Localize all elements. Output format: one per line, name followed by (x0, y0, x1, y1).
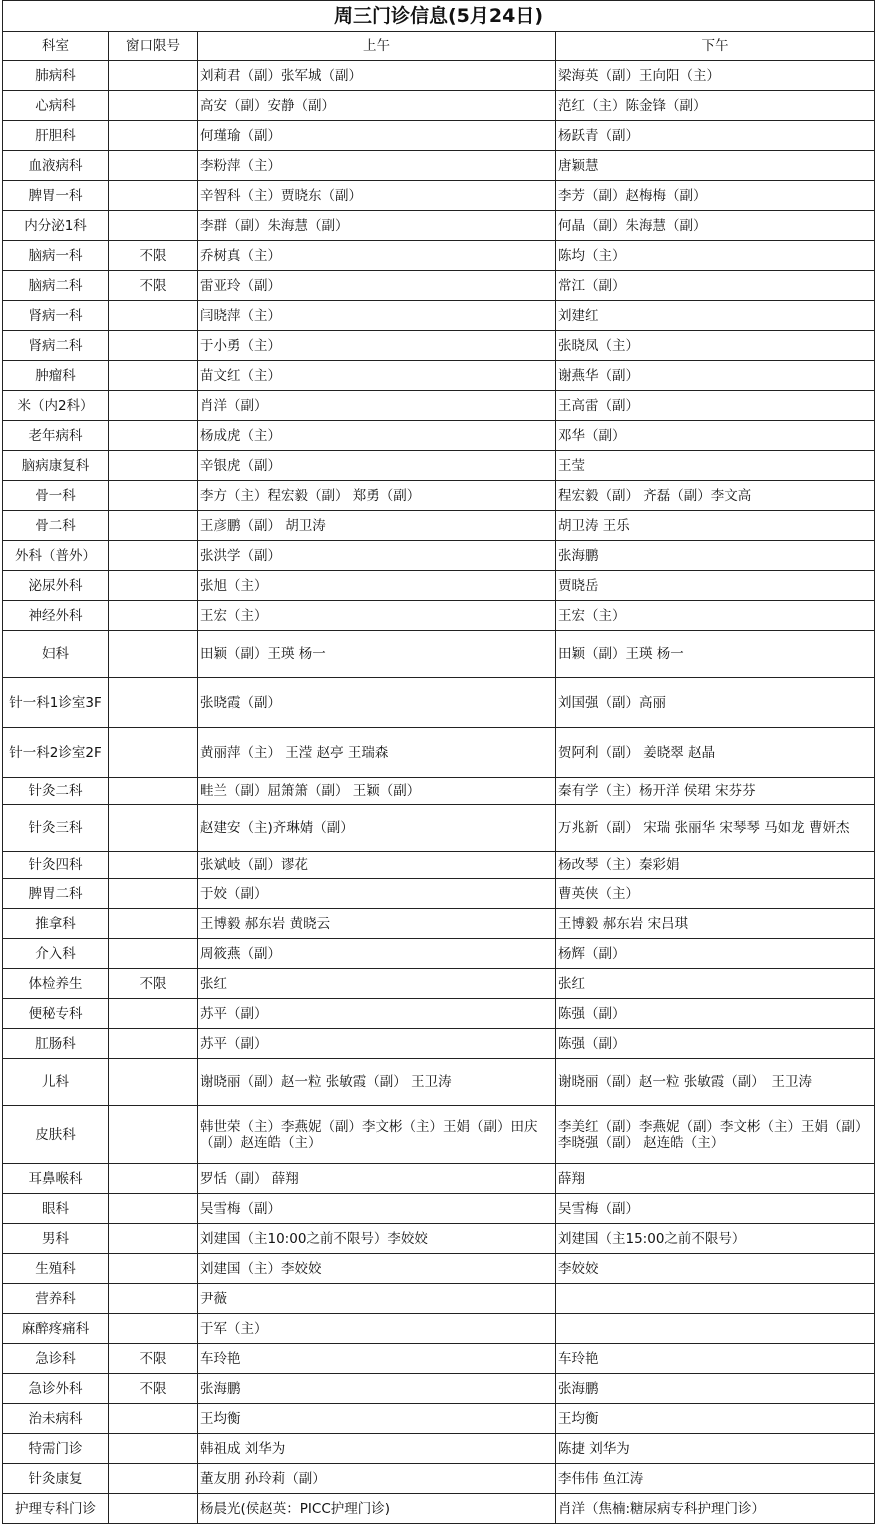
pm-cell: 李姣姣 (556, 1254, 875, 1284)
limit-cell (109, 852, 198, 879)
pm-cell: 王均衡 (556, 1404, 875, 1434)
header-limit: 窗口限号 (109, 32, 198, 61)
dept-cell: 推拿科 (3, 909, 109, 939)
am-cell: 于姣（副） (198, 879, 556, 909)
limit-cell (109, 728, 198, 778)
dept-cell: 血液病科 (3, 151, 109, 181)
am-cell: 王彦鹏（副） 胡卫涛 (198, 511, 556, 541)
am-cell: 苏平（副） (198, 999, 556, 1029)
header-pm: 下午 (556, 32, 875, 61)
am-cell: 何瑾瑜（副） (198, 121, 556, 151)
limit-cell (109, 1164, 198, 1194)
am-cell: 谢晓丽（副）赵一粒 张敏霞（副） 王卫涛 (198, 1059, 556, 1106)
table-row (3, 151, 875, 181)
pm-cell: 李芳（副）赵梅梅（副） (556, 181, 875, 211)
table-row (3, 421, 875, 451)
pm-cell (556, 1284, 875, 1314)
am-cell: 田颖（副）王瑛 杨一 (198, 631, 556, 678)
table-row (3, 1494, 875, 1524)
am-cell: 辛银虎（副） (198, 451, 556, 481)
am-cell: 于军（主） (198, 1314, 556, 1344)
table-row (3, 361, 875, 391)
limit-cell (109, 631, 198, 678)
limit-cell (109, 571, 198, 601)
table-row (3, 1284, 875, 1314)
table-row (3, 728, 875, 778)
table-row (3, 1194, 875, 1224)
table-row (3, 999, 875, 1029)
table-row (3, 541, 875, 571)
pm-cell: 张海鹏 (556, 1374, 875, 1404)
dept-cell: 治未病科 (3, 1404, 109, 1434)
dept-cell: 肛肠科 (3, 1029, 109, 1059)
am-cell: 张洪学（副） (198, 541, 556, 571)
header-am: 上午 (198, 32, 556, 61)
dept-cell: 肝胆科 (3, 121, 109, 151)
pm-cell: 陈强（副） (556, 1029, 875, 1059)
table-row (3, 511, 875, 541)
dept-cell: 体检养生 (3, 969, 109, 999)
table-row (3, 601, 875, 631)
table-row (3, 879, 875, 909)
am-cell: 黄丽萍（主） 王滢 赵亭 王瑞森 (198, 728, 556, 778)
am-cell: 张旭（主） (198, 571, 556, 601)
am-cell: 张晓霞（副） (198, 678, 556, 728)
table-row (3, 571, 875, 601)
limit-cell (109, 805, 198, 852)
table-row (3, 271, 875, 301)
am-cell: 乔树真（主） (198, 241, 556, 271)
pm-cell: 曹英侠（主） (556, 879, 875, 909)
pm-cell: 吴雪梅（副） (556, 1194, 875, 1224)
limit-cell (109, 1494, 198, 1524)
am-cell: 王均衡 (198, 1404, 556, 1434)
pm-cell: 万兆新（副） 宋瑞 张丽华 宋琴琴 马如龙 曹妍杰 (556, 805, 875, 852)
pm-cell: 田颖（副）王瑛 杨一 (556, 631, 875, 678)
dept-cell: 骨二科 (3, 511, 109, 541)
table-row (3, 181, 875, 211)
dept-cell: 神经外科 (3, 601, 109, 631)
pm-cell: 杨改琴（主）秦彩娟 (556, 852, 875, 879)
pm-cell: 张晓凤（主） (556, 331, 875, 361)
pm-cell: 肖洋（焦楠:糖尿病专科护理门诊） (556, 1494, 875, 1524)
pm-cell: 何晶（副）朱海慧（副） (556, 211, 875, 241)
dept-cell: 麻醉疼痛科 (3, 1314, 109, 1344)
am-cell: 高安（副）安静（副） (198, 91, 556, 121)
limit-cell (109, 1404, 198, 1434)
table-row (3, 211, 875, 241)
limit-cell (109, 391, 198, 421)
limit-cell (109, 151, 198, 181)
am-cell: 韩世荣（主）李燕妮（副）李文彬（主）王娟（副）田庆（副）赵连皓（主） (198, 1106, 556, 1164)
table-row (3, 301, 875, 331)
dept-cell: 男科 (3, 1224, 109, 1254)
limit-cell (109, 909, 198, 939)
limit-cell: 不限 (109, 241, 198, 271)
dept-cell: 急诊科 (3, 1344, 109, 1374)
am-cell: 辛智科（主）贾晓东（副） (198, 181, 556, 211)
pm-cell: 张海鹏 (556, 541, 875, 571)
limit-cell (109, 451, 198, 481)
pm-cell: 程宏毅（副） 齐磊（副）李文高 (556, 481, 875, 511)
table-row (3, 481, 875, 511)
limit-cell (109, 1224, 198, 1254)
pm-cell: 刘建国（主15:00之前不限号） (556, 1224, 875, 1254)
table-row (3, 1374, 875, 1404)
table-row (3, 91, 875, 121)
table-row (3, 1059, 875, 1106)
limit-cell: 不限 (109, 1344, 198, 1374)
limit-cell (109, 1194, 198, 1224)
am-cell: 罗恬（副） 薛翔 (198, 1164, 556, 1194)
table-row (3, 969, 875, 999)
dept-cell: 便秘专科 (3, 999, 109, 1029)
dept-cell: 营养科 (3, 1284, 109, 1314)
limit-cell (109, 181, 198, 211)
pm-cell: 李美红（副）李燕妮（副）李文彬（主）王娟（副）李晓强（副） 赵连皓（主） (556, 1106, 875, 1164)
dept-cell: 泌尿外科 (3, 571, 109, 601)
limit-cell (109, 481, 198, 511)
limit-cell: 不限 (109, 271, 198, 301)
dept-cell: 外科（普外） (3, 541, 109, 571)
pm-cell: 陈捷 刘华为 (556, 1434, 875, 1464)
limit-cell (109, 678, 198, 728)
dept-cell: 脑病二科 (3, 271, 109, 301)
table-row (3, 1224, 875, 1254)
table-row (3, 852, 875, 879)
dept-cell: 介入科 (3, 939, 109, 969)
header-dept: 科室 (3, 32, 109, 61)
am-cell: 刘建国（主）李姣姣 (198, 1254, 556, 1284)
pm-cell: 张红 (556, 969, 875, 999)
table-row (3, 61, 875, 91)
table-row (3, 678, 875, 728)
header-row (3, 32, 875, 61)
dept-cell: 针一科1诊室3F (3, 678, 109, 728)
dept-cell: 米（内2科） (3, 391, 109, 421)
dept-cell: 妇科 (3, 631, 109, 678)
limit-cell (109, 1314, 198, 1344)
am-cell: 闫晓萍（主） (198, 301, 556, 331)
table-row (3, 939, 875, 969)
limit-cell (109, 121, 198, 151)
table-row (3, 331, 875, 361)
am-cell: 李群（副）朱海慧（副） (198, 211, 556, 241)
dept-cell: 护理专科门诊 (3, 1494, 109, 1524)
dept-cell: 针灸康复 (3, 1464, 109, 1494)
am-cell: 张斌岐（副）谬花 (198, 852, 556, 879)
pm-cell: 贺阿利（副） 姜晓翠 赵晶 (556, 728, 875, 778)
dept-cell: 急诊外科 (3, 1374, 109, 1404)
dept-cell: 肾病二科 (3, 331, 109, 361)
limit-cell (109, 421, 198, 451)
limit-cell (109, 1284, 198, 1314)
limit-cell (109, 1059, 198, 1106)
am-cell: 杨晨光(侯赵英：PICC护理门诊) (198, 1494, 556, 1524)
table-row (3, 241, 875, 271)
pm-cell (556, 1314, 875, 1344)
am-cell: 赵建安（主)齐琳婧（副） (198, 805, 556, 852)
dept-cell: 脑病一科 (3, 241, 109, 271)
am-cell: 雷亚玲（副） (198, 271, 556, 301)
limit-cell (109, 301, 198, 331)
am-cell: 于小勇（主） (198, 331, 556, 361)
table-row (3, 778, 875, 805)
limit-cell (109, 879, 198, 909)
table-row (3, 1106, 875, 1164)
pm-cell: 刘建红 (556, 301, 875, 331)
am-cell: 苏平（副） (198, 1029, 556, 1059)
pm-cell: 范红（主）陈金锋（副） (556, 91, 875, 121)
am-cell: 董友朋 孙玲莉（副） (198, 1464, 556, 1494)
limit-cell (109, 541, 198, 571)
table-row (3, 121, 875, 151)
dept-cell: 生殖科 (3, 1254, 109, 1284)
pm-cell: 王高雷（副） (556, 391, 875, 421)
limit-cell (109, 61, 198, 91)
table-row (3, 631, 875, 678)
limit-cell (109, 1106, 198, 1164)
am-cell: 刘莉君（副）张军城（副） (198, 61, 556, 91)
dept-cell: 针灸四科 (3, 852, 109, 879)
dept-cell: 针灸三科 (3, 805, 109, 852)
dept-cell: 特需门诊 (3, 1434, 109, 1464)
table-row (3, 1344, 875, 1374)
dept-cell: 针灸二科 (3, 778, 109, 805)
pm-cell: 王宏（主） (556, 601, 875, 631)
am-cell: 车玲艳 (198, 1344, 556, 1374)
table-row (3, 909, 875, 939)
am-cell: 肖洋（副） (198, 391, 556, 421)
am-cell: 苗文红（主） (198, 361, 556, 391)
limit-cell (109, 778, 198, 805)
am-cell: 刘建国（主10:00之前不限号）李姣姣 (198, 1224, 556, 1254)
limit-cell (109, 1029, 198, 1059)
limit-cell (109, 601, 198, 631)
clinic-schedule-table (2, 0, 875, 1524)
pm-cell: 谢晓丽（副）赵一粒 张敏霞（副） 王卫涛 (556, 1059, 875, 1106)
am-cell: 杨成虎（主） (198, 421, 556, 451)
am-cell: 畦兰（副）屈箫箫（副） 王颖（副） (198, 778, 556, 805)
pm-cell: 邓华（副） (556, 421, 875, 451)
pm-cell: 刘国强（副）高丽 (556, 678, 875, 728)
dept-cell: 耳鼻喉科 (3, 1164, 109, 1194)
pm-cell: 唐颖慧 (556, 151, 875, 181)
limit-cell: 不限 (109, 1374, 198, 1404)
dept-cell: 肿瘤科 (3, 361, 109, 391)
am-cell: 韩祖成 刘华为 (198, 1434, 556, 1464)
schedule-sheet (2, 0, 874, 1524)
pm-cell: 杨跃青（副） (556, 121, 875, 151)
pm-cell: 李伟伟 鱼江涛 (556, 1464, 875, 1494)
limit-cell (109, 999, 198, 1029)
am-cell: 周筱燕（副） (198, 939, 556, 969)
dept-cell: 针一科2诊室2F (3, 728, 109, 778)
table-row (3, 1254, 875, 1284)
limit-cell (109, 331, 198, 361)
table-row (3, 1029, 875, 1059)
dept-cell: 心病科 (3, 91, 109, 121)
dept-cell: 皮肤科 (3, 1106, 109, 1164)
am-cell: 尹薇 (198, 1284, 556, 1314)
dept-cell: 儿科 (3, 1059, 109, 1106)
page-title: 周三门诊信息(5月24日) (3, 1, 875, 32)
pm-cell: 常江（副） (556, 271, 875, 301)
pm-cell: 贾晓岳 (556, 571, 875, 601)
title-row (3, 1, 875, 32)
pm-cell: 薛翔 (556, 1164, 875, 1194)
am-cell: 李粉萍（主） (198, 151, 556, 181)
pm-cell: 车玲艳 (556, 1344, 875, 1374)
dept-cell: 脾胃一科 (3, 181, 109, 211)
pm-cell: 秦有学（主）杨开洋 侯珺 宋芬芬 (556, 778, 875, 805)
limit-cell (109, 361, 198, 391)
table-row (3, 1404, 875, 1434)
limit-cell (109, 511, 198, 541)
pm-cell: 谢燕华（副） (556, 361, 875, 391)
pm-cell: 陈强（副） (556, 999, 875, 1029)
dept-cell: 脾胃二科 (3, 879, 109, 909)
table-row (3, 1434, 875, 1464)
table-row (3, 805, 875, 852)
am-cell: 王宏（主） (198, 601, 556, 631)
limit-cell (109, 1254, 198, 1284)
limit-cell: 不限 (109, 969, 198, 999)
dept-cell: 骨一科 (3, 481, 109, 511)
table-row (3, 1464, 875, 1494)
dept-cell: 眼科 (3, 1194, 109, 1224)
dept-cell: 脑病康复科 (3, 451, 109, 481)
pm-cell: 梁海英（副）王向阳（主） (556, 61, 875, 91)
am-cell: 吴雪梅（副） (198, 1194, 556, 1224)
dept-cell: 老年病科 (3, 421, 109, 451)
limit-cell (109, 1434, 198, 1464)
table-row (3, 451, 875, 481)
pm-cell: 杨辉（副） (556, 939, 875, 969)
limit-cell (109, 91, 198, 121)
am-cell: 张海鹏 (198, 1374, 556, 1404)
pm-cell: 王莹 (556, 451, 875, 481)
dept-cell: 肾病一科 (3, 301, 109, 331)
limit-cell (109, 1464, 198, 1494)
pm-cell: 胡卫涛 王乐 (556, 511, 875, 541)
table-row (3, 1164, 875, 1194)
dept-cell: 肺病科 (3, 61, 109, 91)
limit-cell (109, 211, 198, 241)
dept-cell: 内分泌1科 (3, 211, 109, 241)
pm-cell: 王博毅 郝东岩 宋吕琪 (556, 909, 875, 939)
table-row (3, 391, 875, 421)
am-cell: 李方（主）程宏毅（副） 郑勇（副） (198, 481, 556, 511)
am-cell: 王博毅 郝东岩 黄晓云 (198, 909, 556, 939)
pm-cell: 陈均（主） (556, 241, 875, 271)
limit-cell (109, 939, 198, 969)
table-row (3, 1314, 875, 1344)
am-cell: 张红 (198, 969, 556, 999)
